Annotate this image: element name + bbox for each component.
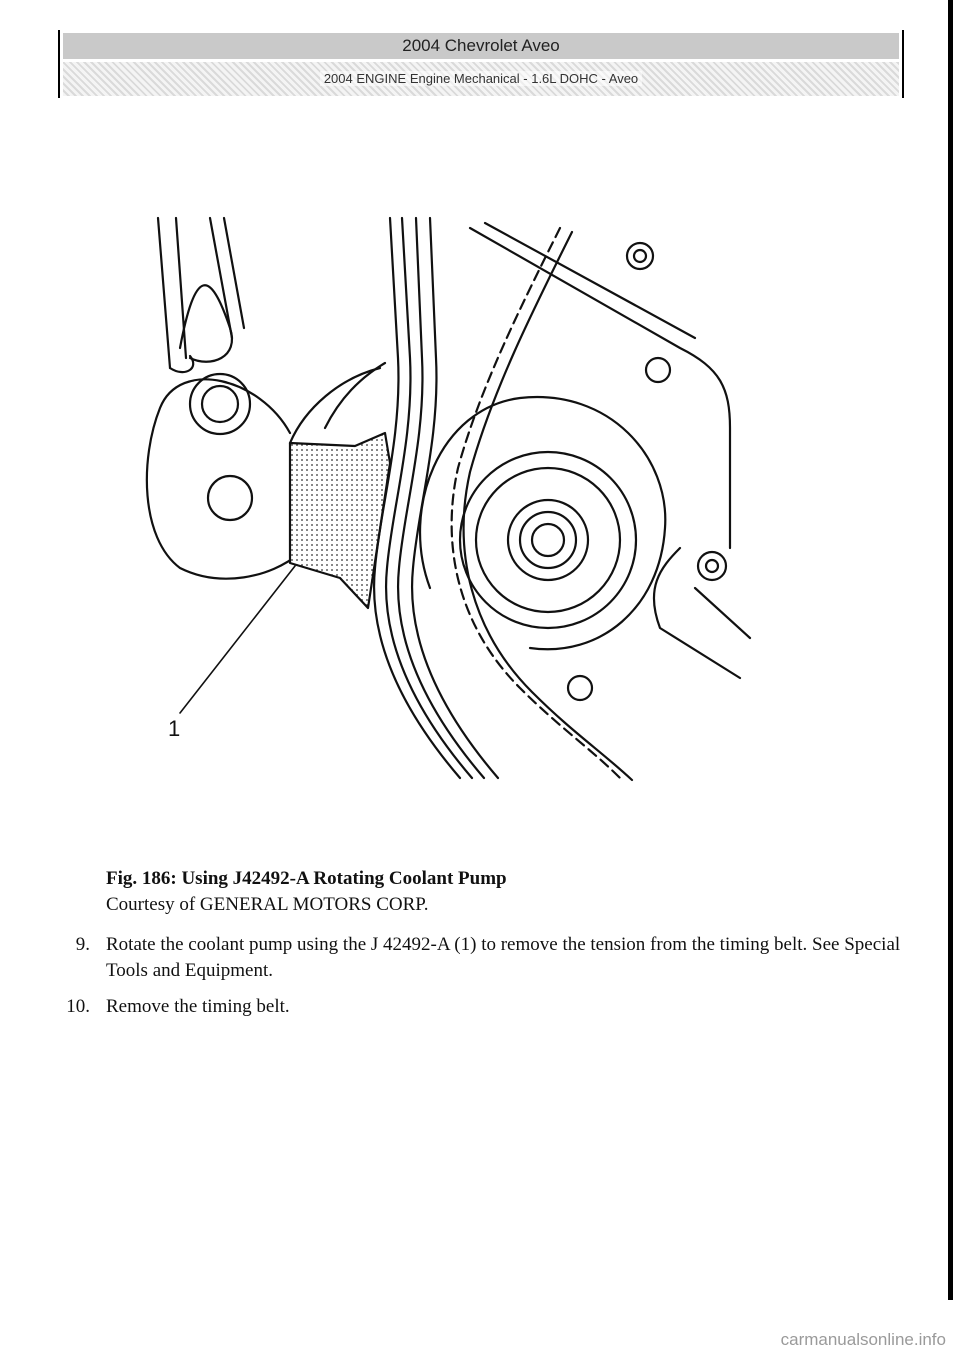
cover-bolt	[568, 676, 592, 700]
header-subtitle-band	[63, 62, 899, 96]
procedure-steps	[52, 932, 922, 1030]
step-number: 9.	[75, 934, 90, 955]
cover-plate-edge	[485, 223, 695, 338]
tensioner-arm-line	[210, 218, 232, 338]
caption-credit: Courtesy of GENERAL MOTORS CORP.	[106, 894, 429, 915]
tool-handle-edge	[290, 368, 380, 443]
sprocket-center	[532, 524, 564, 556]
tensioner-arm-line	[158, 218, 170, 368]
tensioner-bolt-outer	[190, 374, 250, 434]
step-item	[52, 932, 922, 984]
tensioner-bolt-inner	[202, 386, 238, 422]
caption-title: Fig. 186: Using J42492-A Rotating Coolant Pump	[106, 868, 507, 889]
callout-label: 1	[168, 716, 181, 741]
header-subtitle: 2004 ENGINE Engine Mechanical - 1.6L DOHC - Aveo	[320, 71, 642, 86]
cover-bolt	[627, 243, 653, 269]
tensioner-hole	[208, 476, 252, 520]
cover-plate-edge	[654, 548, 740, 678]
header-right-rule	[902, 30, 904, 98]
footer-watermark: carmanualsonline.info	[780, 1330, 946, 1349]
step-text: Remove the timing belt.	[106, 996, 290, 1017]
header-left-rule	[58, 30, 60, 98]
sprocket-hub-inner	[520, 512, 576, 568]
technical-illustration	[140, 208, 770, 788]
timing-belt	[386, 218, 472, 778]
cover-bolt	[646, 358, 670, 382]
timing-belt	[374, 218, 460, 778]
document-header	[58, 30, 904, 98]
timing-belt	[412, 218, 498, 778]
step-text-end: .	[268, 960, 274, 981]
callout-leader	[180, 566, 295, 713]
step-text: Rotate the coolant pump using the J 42492-A (1) to remove the tension from the timing belt. See	[106, 934, 845, 955]
figure-coolant-pump-diagram	[140, 208, 770, 788]
cover-plate-edge	[470, 228, 730, 548]
sprocket-inner-ring	[476, 468, 620, 612]
coolant-pump-sprocket	[460, 452, 636, 628]
header-title: 2004 Chevrolet Aveo	[63, 33, 899, 59]
tensioner-body	[147, 379, 300, 578]
tool-handle-edge	[325, 363, 385, 428]
tensioner-stud-center	[706, 560, 718, 572]
timing-belt-outer	[464, 232, 632, 780]
figure-caption	[106, 866, 507, 918]
special-tools-link[interactable]: Special Tools and Equipment	[106, 934, 901, 981]
page-right-border	[948, 0, 953, 1300]
step-number: 10.	[66, 996, 90, 1017]
cover-bolt-center	[634, 250, 646, 262]
cover-plate-edge	[695, 588, 750, 638]
step-item	[52, 994, 922, 1020]
tensioner-arm-line	[176, 218, 186, 358]
tensioner-stud	[698, 552, 726, 580]
